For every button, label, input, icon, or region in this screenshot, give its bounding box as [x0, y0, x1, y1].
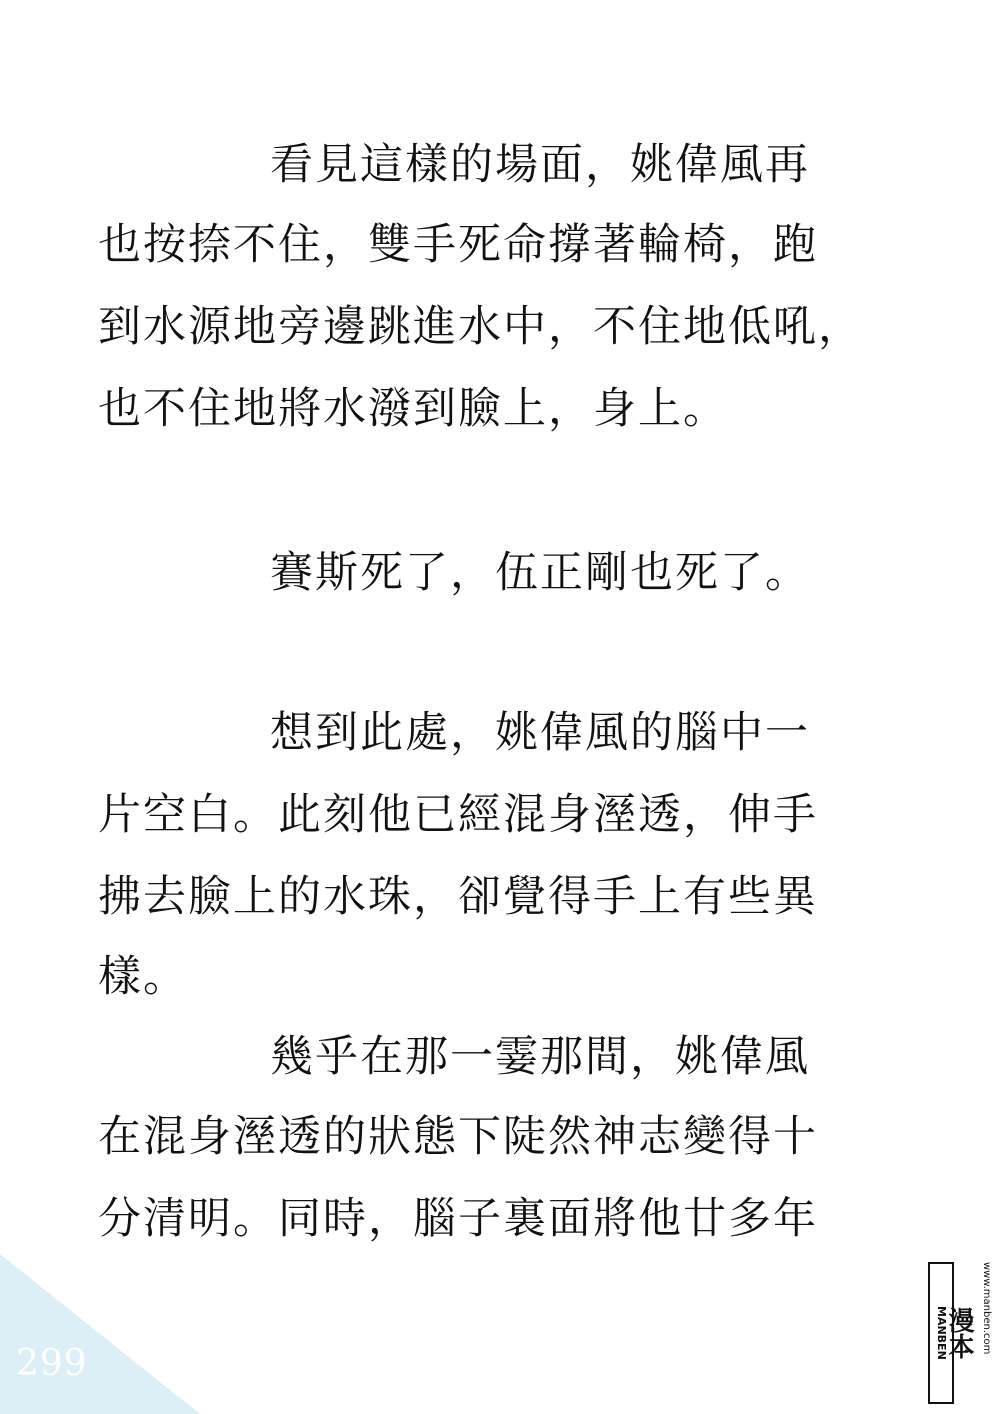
text-line: 樣。 — [98, 952, 188, 1002]
text-line: 拂去臉上的水珠，卻覺得手上有些異 — [98, 872, 818, 922]
text-line: 也按捺不住，雙手死命撐著輪椅，跑 — [98, 220, 818, 270]
text-line: 也不住地將水潑到臉上，身上。 — [98, 384, 728, 434]
watermark-logo-text: MANBEN — [935, 1306, 948, 1360]
text-line: 賽斯死了，伍正剛也死了。 — [270, 548, 810, 598]
text-line: 分清明。同時，腦子裏面將他廿多年 — [98, 1194, 818, 1244]
page-number: 299 — [16, 1343, 88, 1384]
text-line: 片空白。此刻他已經混身溼透，伸手 — [98, 790, 818, 840]
text-line: 看見這樣的場面，姚偉風再 — [270, 140, 810, 190]
watermark-logo — [928, 1262, 992, 1404]
text-line: 在混身溼透的狀態下陡然神志變得十 — [98, 1112, 818, 1162]
corner-decoration — [0, 1254, 200, 1414]
text-line: 到水源地旁邊跳進水中，不住地低吼， — [98, 302, 863, 352]
watermark-url: www.manben.com — [981, 1262, 992, 1355]
text-line: 想到此處，姚偉風的腦中一 — [270, 708, 810, 758]
text-line: 幾乎在那一霎那間，姚偉風 — [270, 1032, 810, 1082]
watermark-brand: 漫本 — [944, 1307, 974, 1359]
